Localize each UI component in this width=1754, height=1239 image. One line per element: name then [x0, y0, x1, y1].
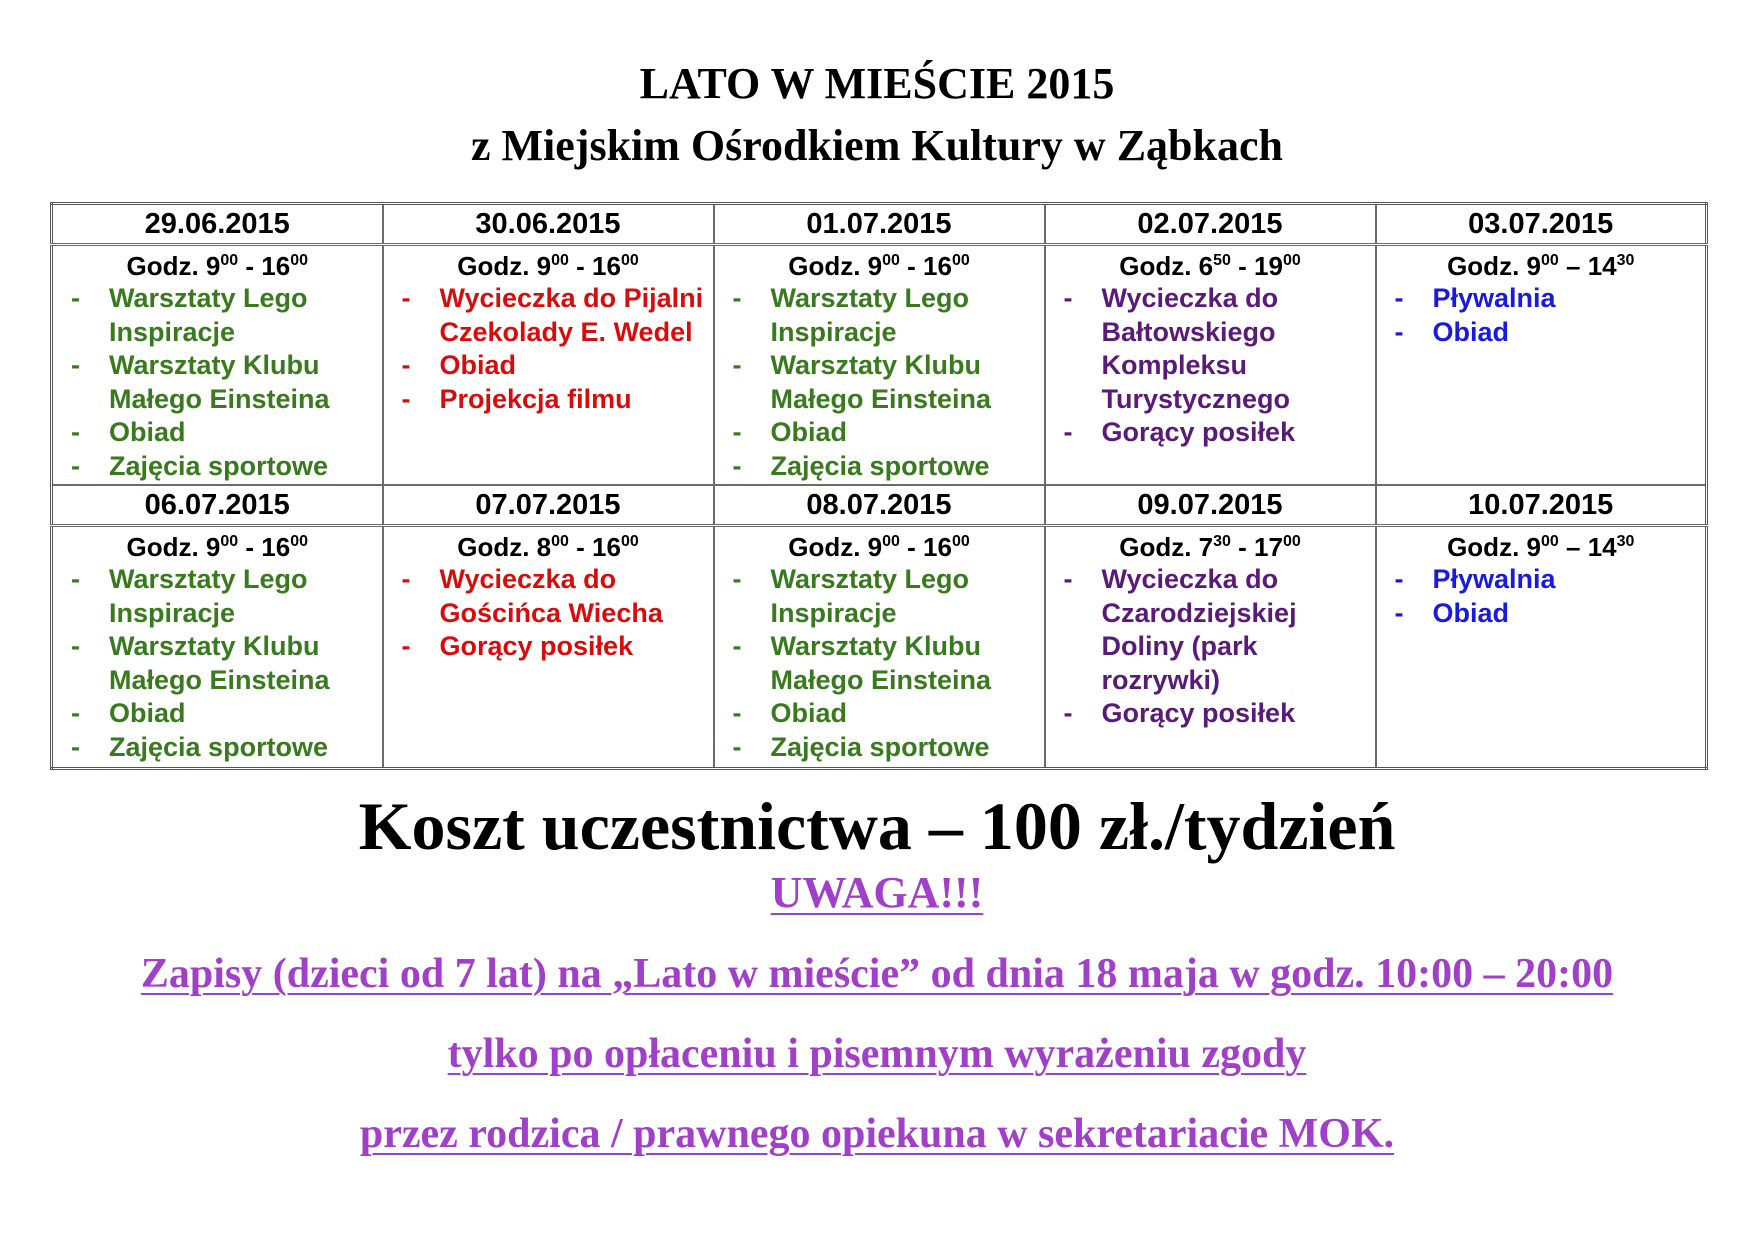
hours-separator: – [1558, 532, 1588, 562]
activity-label: Zajęcia sportowe [109, 450, 329, 481]
end-minutes: 00 [290, 533, 309, 550]
date-cell: 01.07.2015 [714, 204, 1045, 245]
dash-bullet-icon: - [71, 283, 80, 313]
activity-item [715, 349, 1044, 416]
hours-range [1377, 531, 1706, 563]
start-hour: 7 [1198, 532, 1214, 562]
activities-row-week-2 [52, 526, 1707, 769]
dash-bullet-icon: - [732, 450, 742, 481]
start-minutes: 50 [1213, 252, 1231, 269]
end-minutes: 30 [1616, 252, 1635, 269]
activity-item [1377, 316, 1706, 350]
activity-label: Gorący posiłek [1101, 698, 1296, 728]
day-activities-cell [52, 245, 383, 486]
end-hour: 16 [261, 251, 291, 281]
activity-label: Obiad [1432, 316, 1510, 347]
start-minutes: 00 [1540, 252, 1559, 269]
day-activities-cell [1376, 245, 1707, 486]
dash-bullet-icon: - [1063, 283, 1073, 313]
activity-item [1046, 563, 1375, 697]
activity-item [1046, 282, 1375, 416]
hours-separator: - [568, 251, 593, 281]
dash-bullet-icon: - [1063, 417, 1073, 447]
dash-bullet-icon: - [401, 564, 411, 594]
day-activities-cell [714, 245, 1045, 486]
activity-label: Obiad [770, 698, 848, 728]
date-cell: 29.06.2015 [52, 204, 383, 245]
start-minutes: 00 [551, 533, 569, 550]
hours-separator: - [1230, 532, 1255, 562]
activity-label: Warsztaty Klubu Małego Einsteina [109, 631, 330, 695]
activity-label: Warsztaty Lego Inspiracje [770, 283, 970, 347]
activity-label: Obiad [770, 417, 848, 447]
activity-label: Obiad [1432, 597, 1510, 628]
end-minutes: 00 [620, 252, 639, 269]
hours-separator: – [1558, 251, 1588, 281]
dash-bullet-icon: - [71, 631, 80, 661]
dash-bullet-icon: - [732, 731, 742, 762]
start-hour: 9 [205, 251, 221, 281]
dash-bullet-icon: - [71, 350, 80, 380]
end-hour: 16 [923, 532, 952, 562]
registration-text: przez rodzica / prawnego opiekuna w sekretariacie MOK. [359, 1111, 1395, 1157]
end-minutes: 00 [290, 252, 309, 269]
end-hour: 14 [1587, 532, 1617, 562]
activity-label: Warsztaty Lego Inspiracje [770, 564, 970, 628]
end-minutes: 00 [951, 533, 970, 550]
end-minutes: 30 [1616, 533, 1635, 550]
end-hour: 16 [592, 532, 621, 562]
end-hour: 17 [1254, 532, 1283, 562]
end-minutes: 00 [951, 252, 970, 269]
hours-range [1377, 250, 1706, 282]
date-cell: 30.06.2015 [383, 204, 714, 245]
hours-separator: - [238, 251, 262, 281]
date-row-week-1 [52, 204, 1707, 245]
activity-label: Wycieczka do Czarodziejskiej Doliny (park rozrywki) [1101, 564, 1297, 695]
activity-item [53, 697, 382, 731]
activity-item [1046, 416, 1375, 450]
page-subtitle: z Miejskim Ośrodkiem Kultury w Ząbkach [470, 121, 1283, 170]
day-activities-cell [1045, 245, 1376, 486]
activity-label: Warsztaty Lego Inspiracje [109, 283, 308, 347]
dash-bullet-icon: - [71, 698, 80, 728]
activity-item [715, 563, 1044, 630]
day-activities-cell [1045, 526, 1376, 769]
dash-bullet-icon: - [1394, 564, 1404, 594]
activity-label: Warsztaty Lego Inspiracje [109, 564, 308, 628]
activity-item [715, 630, 1044, 697]
hours-separator: - [1230, 251, 1255, 281]
date-row-week-2 [52, 485, 1707, 526]
activity-label: Gorący posiłek [439, 631, 634, 661]
hours-range [1046, 531, 1375, 563]
start-minutes: 00 [882, 533, 900, 550]
dash-bullet-icon: - [71, 731, 80, 762]
activity-item [53, 349, 382, 416]
activity-label: Projekcja filmu [439, 383, 632, 414]
activity-label: Obiad [439, 350, 517, 380]
hours-prefix: Godz. [1119, 532, 1199, 562]
hours-separator: - [899, 251, 924, 281]
hours-range [384, 250, 713, 282]
start-minutes: 00 [551, 252, 569, 269]
registration-line-3 [0, 1108, 1754, 1160]
activity-item [715, 697, 1044, 731]
activity-list [384, 563, 713, 664]
date-cell: 10.07.2015 [1376, 485, 1707, 526]
activity-item [53, 563, 382, 630]
activity-item [384, 563, 713, 630]
hours-range [1046, 250, 1375, 282]
activity-list [715, 563, 1044, 764]
hours-range [715, 250, 1044, 282]
schedule-table [50, 202, 1708, 770]
activity-label: Obiad [109, 417, 186, 447]
day-activities-cell [1376, 526, 1707, 769]
start-hour: 6 [1198, 251, 1214, 281]
start-hour: 9 [536, 251, 552, 281]
date-cell: 03.07.2015 [1376, 204, 1707, 245]
day-activities-cell [383, 526, 714, 769]
activity-label: Zajęcia sportowe [770, 450, 990, 481]
activity-item [1377, 282, 1706, 316]
end-hour: 16 [923, 251, 952, 281]
activity-item [53, 416, 382, 450]
warning-label: UWAGA!!! [770, 868, 984, 917]
hours-prefix: Godz. [788, 532, 868, 562]
start-minutes: 00 [220, 533, 239, 550]
dash-bullet-icon: - [401, 631, 411, 661]
end-minutes: 00 [1282, 533, 1301, 550]
end-hour: 14 [1587, 251, 1617, 281]
activity-item [1377, 563, 1706, 597]
dash-bullet-icon: - [1063, 698, 1073, 728]
start-minutes: 00 [1540, 533, 1559, 550]
hours-range [384, 531, 713, 563]
dash-bullet-icon: - [401, 383, 411, 414]
page-title: LATO W MIEŚCIE 2015 [639, 59, 1115, 108]
activity-item [715, 282, 1044, 349]
activity-label: Warsztaty Klubu Małego Einsteina [109, 350, 330, 414]
activity-item [1046, 697, 1375, 731]
activity-label: Pływalnia [1432, 564, 1556, 594]
start-minutes: 00 [882, 252, 900, 269]
hours-prefix: Godz. [126, 532, 206, 562]
start-hour: 8 [536, 532, 552, 562]
hours-prefix: Godz. [1447, 532, 1527, 562]
hours-prefix: Godz. [1447, 251, 1527, 281]
dash-bullet-icon: - [1063, 564, 1073, 594]
warning-text [0, 866, 1754, 920]
dash-bullet-icon: - [401, 283, 411, 313]
date-cell: 06.07.2015 [52, 485, 383, 526]
registration-line-1 [0, 948, 1754, 1000]
activity-item [715, 416, 1044, 450]
activity-item [715, 450, 1044, 484]
dash-bullet-icon: - [732, 564, 742, 594]
activity-list [1046, 563, 1375, 731]
end-hour: 19 [1254, 251, 1283, 281]
activity-item [53, 282, 382, 349]
date-cell: 07.07.2015 [383, 485, 714, 526]
activity-list [1377, 563, 1706, 630]
end-hour: 16 [592, 251, 621, 281]
hours-range [53, 250, 382, 282]
hours-prefix: Godz. [126, 251, 206, 281]
activity-label: Wycieczka do Bałtowskiego Kompleksu Turystycznego [1101, 283, 1291, 414]
hours-range [715, 531, 1044, 563]
activity-list [1377, 282, 1706, 349]
dash-bullet-icon: - [1394, 597, 1404, 628]
hours-prefix: Godz. [457, 251, 537, 281]
date-cell: 02.07.2015 [1045, 204, 1376, 245]
start-hour: 9 [867, 251, 883, 281]
registration-text: Zapisy (dzieci od 7 lat) na „Lato w mieście” od dnia 18 maja w godz. 10:00 – 20:00 [140, 951, 1614, 997]
start-hour: 9 [205, 532, 221, 562]
day-activities-cell [714, 526, 1045, 769]
activities-row-week-1 [52, 245, 1707, 486]
activity-item [384, 383, 713, 417]
start-hour: 9 [867, 532, 883, 562]
dash-bullet-icon: - [1394, 283, 1404, 313]
activity-label: Zajęcia sportowe [109, 731, 329, 762]
activity-list [53, 282, 382, 483]
activity-item [715, 731, 1044, 765]
day-activities-cell [52, 526, 383, 769]
dash-bullet-icon: - [732, 283, 742, 313]
end-hour: 16 [261, 532, 291, 562]
dash-bullet-icon: - [71, 450, 80, 481]
date-cell: 08.07.2015 [714, 485, 1045, 526]
activity-list [384, 282, 713, 416]
start-minutes: 30 [1213, 533, 1231, 550]
activity-item [53, 731, 382, 765]
activity-list [53, 563, 382, 764]
activity-label: Gorący posiłek [1101, 417, 1296, 447]
dash-bullet-icon: - [732, 698, 742, 728]
start-hour: 9 [1526, 532, 1541, 562]
day-activities-cell [383, 245, 714, 486]
activity-item [53, 450, 382, 484]
dash-bullet-icon: - [401, 350, 411, 380]
registration-line-2 [0, 1028, 1754, 1080]
activity-label: Obiad [109, 698, 186, 728]
activity-item [53, 630, 382, 697]
dash-bullet-icon: - [71, 564, 80, 594]
start-hour: 9 [1526, 251, 1541, 281]
end-minutes: 00 [1282, 252, 1301, 269]
dash-bullet-icon: - [732, 631, 742, 661]
cost-heading: Koszt uczestnictwa – 100 zł./tydzień [358, 788, 1396, 864]
activity-item [384, 630, 713, 664]
hours-separator: - [899, 532, 924, 562]
hours-prefix: Godz. [788, 251, 868, 281]
activity-label: Warsztaty Klubu Małego Einsteina [770, 350, 992, 414]
activity-list [715, 282, 1044, 483]
activity-item [384, 282, 713, 349]
dash-bullet-icon: - [71, 417, 80, 447]
activity-label: Zajęcia sportowe [770, 731, 990, 762]
activity-label: Pływalnia [1432, 283, 1556, 313]
dash-bullet-icon: - [732, 417, 742, 447]
start-minutes: 00 [220, 252, 239, 269]
dash-bullet-icon: - [1394, 316, 1404, 347]
registration-text: tylko po opłaceniu i pisemnym wyrażeniu zgody [447, 1031, 1307, 1077]
hours-prefix: Godz. [457, 532, 537, 562]
activity-list [1046, 282, 1375, 450]
activity-label: Warsztaty Klubu Małego Einsteina [770, 631, 992, 695]
hours-range [53, 531, 382, 563]
activity-label: Wycieczka do Pijalni Czekolady E. Wedel [439, 283, 704, 347]
dash-bullet-icon: - [732, 350, 742, 380]
date-cell: 09.07.2015 [1045, 485, 1376, 526]
activity-item [1377, 597, 1706, 631]
hours-separator: - [238, 532, 262, 562]
activity-label: Wycieczka do Gościńca Wiecha [439, 564, 663, 628]
hours-separator: - [568, 532, 593, 562]
hours-prefix: Godz. [1119, 251, 1199, 281]
end-minutes: 00 [620, 533, 639, 550]
activity-item [384, 349, 713, 383]
